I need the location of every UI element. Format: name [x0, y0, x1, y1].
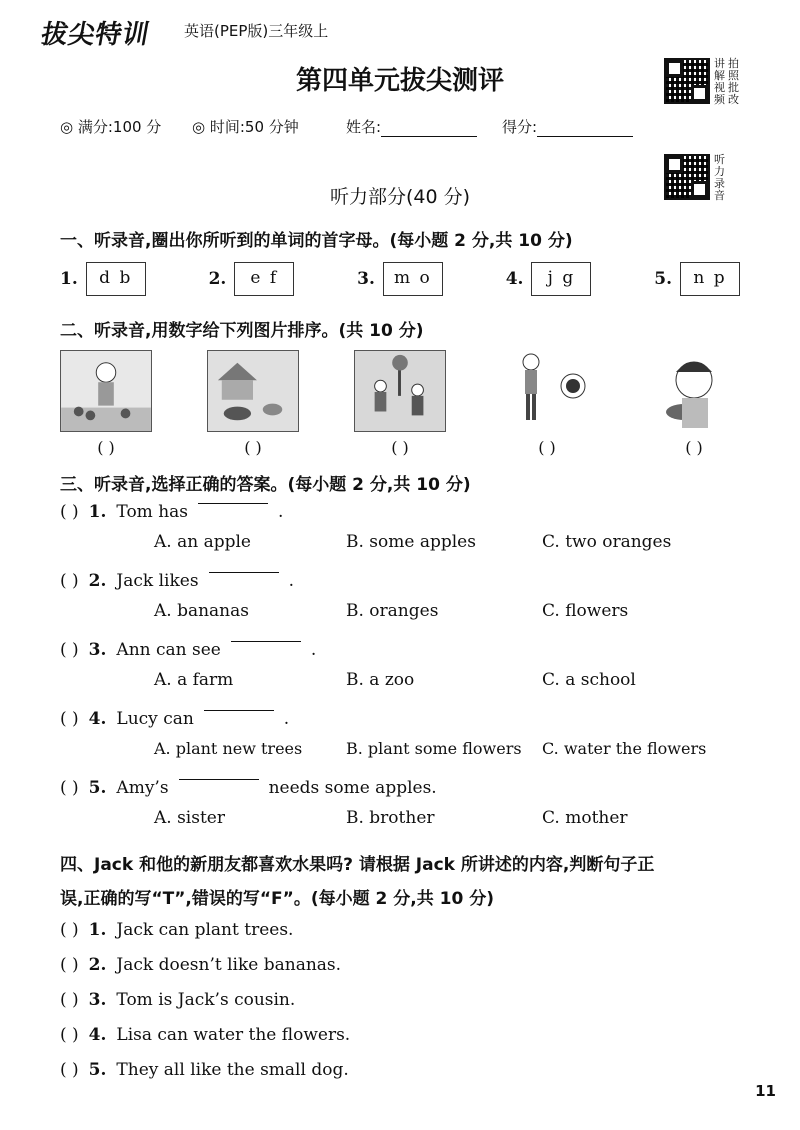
answer-blank[interactable] [209, 571, 279, 573]
part3-question [60, 571, 750, 621]
part4-heading-line2: 误,正确的写“T”,错误的写“F”。(每小题 2 分,共 10 分) [60, 889, 494, 909]
option-a[interactable]: A. bananas [154, 601, 249, 621]
picture-item [501, 350, 593, 457]
picture-item [648, 350, 740, 457]
qr-text: 频 [714, 93, 725, 106]
option-b[interactable]: B. oranges [346, 601, 439, 621]
question-text: Amy’s [116, 778, 169, 798]
option-c[interactable]: C. a school [542, 670, 636, 690]
answer-paren[interactable]: ( ) [60, 640, 79, 660]
subject-label: 英语(PEP版)三年级上 [184, 22, 329, 40]
letter-box[interactable]: n p [680, 262, 740, 296]
grade-label: 得分: [502, 118, 538, 136]
answer-blank[interactable] [179, 778, 259, 780]
item-number: 3. [357, 269, 375, 289]
qr-text: 批 [728, 81, 739, 94]
grade-field[interactable] [502, 116, 633, 137]
option-b[interactable]: B. brother [346, 808, 435, 828]
question-text: . [288, 571, 294, 591]
listening-section-title: 听力部分(40 分) [329, 186, 471, 208]
option-a[interactable]: A. a farm [154, 670, 234, 690]
qr-text: 听 [714, 153, 725, 166]
qr-text: 照 [728, 69, 739, 82]
statement-text: They all like the small dog. [116, 1060, 349, 1080]
qr-text: 讲 [714, 57, 725, 70]
option-c[interactable]: C. flowers [542, 601, 629, 621]
time-info: ◎ 时间:50 分钟 [192, 118, 299, 136]
boy-apples-picture [501, 350, 593, 432]
answer-paren[interactable]: ( ) [685, 438, 703, 457]
answer-paren[interactable]: ( ) [60, 920, 79, 940]
option-a[interactable]: A. sister [154, 808, 225, 828]
part1-item [357, 262, 443, 296]
part3-heading: 三、听录音,选择正确的答案。(每小题 2 分,共 10 分) [60, 475, 471, 495]
question-text: . [310, 640, 317, 660]
answer-paren[interactable]: ( ) [60, 1060, 79, 1080]
part1-items [60, 262, 740, 296]
option-b[interactable]: B. a zoo [346, 670, 415, 690]
question-text: . [283, 709, 290, 729]
picture-item [354, 350, 446, 457]
qr-text: 力 [714, 165, 725, 178]
part3-question [60, 640, 750, 690]
part1-item [654, 262, 740, 296]
name-field[interactable] [346, 116, 477, 137]
part2-heading: 二、听录音,用数字给下列图片排序。(共 10 分) [60, 321, 424, 341]
answer-paren[interactable]: ( ) [60, 709, 79, 729]
children-planting-picture [354, 350, 446, 432]
item-number: 1. [88, 920, 107, 940]
answer-paren[interactable]: ( ) [60, 955, 79, 975]
answer-paren[interactable]: ( ) [60, 571, 79, 591]
item-number: 4. [505, 269, 524, 289]
item-number: 2. [88, 955, 107, 975]
qr-text: 解 [714, 69, 725, 82]
item-number: 5. [654, 269, 672, 289]
part4-item [60, 920, 293, 940]
option-b[interactable]: B. plant some flowers [346, 739, 522, 758]
option-a[interactable]: A. an apple [154, 532, 251, 552]
girl-watering-flowers-picture [60, 350, 152, 432]
statement-text: Jack can plant trees. [116, 920, 294, 940]
option-a[interactable]: A. plant new trees [154, 739, 303, 758]
letter-box[interactable]: j g [531, 262, 591, 296]
page-title: 第四单元拔尖测评 [295, 66, 504, 96]
part1-item [209, 262, 295, 296]
picture-item [207, 350, 299, 457]
part1-heading: 一、听录音,圈出你所听到的单词的首字母。(每小题 2 分,共 10 分) [60, 231, 573, 251]
question-text: . [278, 502, 284, 522]
letter-box[interactable]: d b [86, 262, 146, 296]
item-number: 5. [88, 1060, 107, 1080]
name-line [381, 136, 477, 137]
part3-question [60, 709, 760, 758]
option-b[interactable]: B. some apples [346, 532, 476, 552]
part2-pictures [60, 350, 740, 457]
answer-paren[interactable]: ( ) [60, 778, 79, 798]
answer-blank[interactable] [204, 709, 274, 711]
option-c[interactable]: C. water the flowers [542, 739, 707, 758]
answer-paren[interactable]: ( ) [60, 990, 79, 1010]
answer-blank[interactable] [231, 640, 301, 642]
statement-text: Jack doesn’t like bananas. [116, 955, 342, 975]
item-number: 1. [60, 269, 78, 289]
item-number: 4. [88, 1025, 107, 1045]
brand-logo: 拔尖特训 [38, 20, 153, 50]
part4-heading-line1: 四、Jack 和他的新朋友都喜欢水果吗? 请根据 Jack 所讲述的内容,判断句子正 [60, 855, 655, 875]
question-number: 3. [88, 640, 107, 660]
part4-item [60, 1025, 350, 1045]
letter-box[interactable]: e f [234, 262, 294, 296]
letter-box[interactable]: m o [383, 262, 443, 296]
qr-text: 视 [714, 81, 725, 94]
part4-item [60, 955, 341, 975]
option-c[interactable]: C. mother [542, 808, 628, 828]
question-number: 1. [88, 502, 107, 522]
part3-question [60, 502, 750, 552]
answer-paren[interactable]: ( ) [244, 438, 262, 457]
question-text: Lucy can [116, 709, 194, 729]
part4-item [60, 1060, 349, 1080]
page-number: 11 [755, 1082, 776, 1100]
answer-paren[interactable]: ( ) [60, 1025, 79, 1045]
qr-text: 拍 [728, 57, 739, 70]
boy-eating-fruit-picture [648, 350, 740, 432]
answer-paren[interactable]: ( ) [391, 438, 409, 457]
qr-text: 改 [728, 93, 739, 106]
option-c[interactable]: C. two oranges [542, 532, 672, 552]
statement-text: Tom is Jack’s cousin. [116, 990, 296, 1010]
qr-text: 音 [714, 189, 725, 202]
question-number: 2. [88, 571, 107, 591]
question-text: Ann can see [116, 640, 221, 660]
picture-item [60, 350, 152, 457]
answer-blank[interactable] [198, 502, 268, 504]
farm-animals-picture [207, 350, 299, 432]
answer-paren[interactable]: ( ) [538, 438, 556, 457]
question-number: 5. [88, 778, 107, 798]
answer-paren[interactable]: ( ) [97, 438, 115, 457]
question-number: 4. [88, 709, 107, 729]
item-number: 3. [88, 990, 107, 1010]
part3-question [60, 778, 750, 828]
question-text: Jack likes [116, 571, 199, 591]
qr-text: 录 [714, 177, 725, 190]
statement-text: Lisa can water the flowers. [116, 1025, 351, 1045]
part1-item [506, 262, 592, 296]
answer-paren[interactable]: ( ) [60, 502, 79, 522]
part4-item [60, 990, 295, 1010]
part1-item [60, 262, 146, 296]
name-label: 姓名: [346, 118, 382, 136]
grade-line [537, 136, 633, 137]
score-info: ◎ 满分:100 分 [60, 118, 162, 136]
question-text: needs some apples. [268, 778, 437, 798]
question-text: Tom has [116, 502, 189, 522]
item-number: 2. [208, 269, 227, 289]
